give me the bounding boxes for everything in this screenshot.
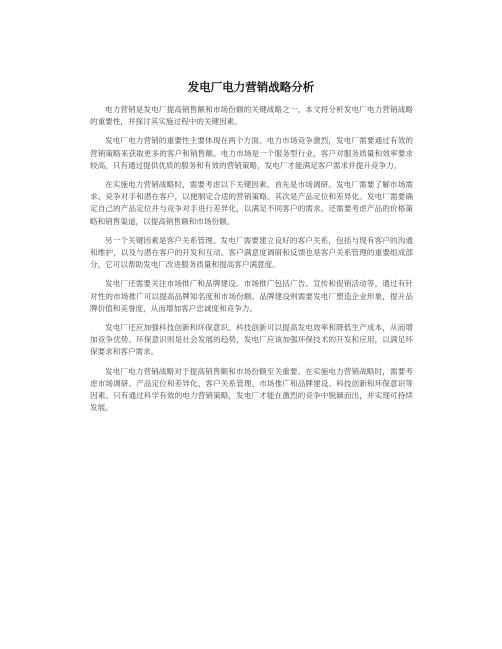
paragraph-customer-relations: 另一个关键因素是客户关系管理。发电厂需要建立良好的客户关系，包括与现有客户的沟通和维护，以及与潜在客户的开发和互动。客户满意度调研和反馈也是客户关系管理的重要组成部分，它可以帮助发电厂改进服务质量和提高客户满意度。 <box>90 235 413 270</box>
paragraph-key-factors: 在实施电力营销战略时，需要考虑以下关键因素。首先是市场调研。发电厂需要了解市场需求、竞争对手和潜在客户，以便制定合适的营销策略。其次是产品定位和差异化。发电厂需要确定自己的产品定位并与竞争对手进行差异化，以满足不同客户的需求。还需要考虑产品的价格策略和销售渠道，以提高销售额和市场份额。 <box>90 180 413 226</box>
paragraph-innovation-environment: 发电厂还应加强科技创新和环保意识。科技创新可以提高发电效率和降低生产成本，从而增加竞争优势。环保意识则是社会发展的趋势，发电厂应该加强环保技术的开发和应用，以满足环保要求和客户需求。 <box>90 323 413 357</box>
paragraph-importance: 发电厂电力营销的重要性主要体现在两个方面。电力市场竞争激烈，发电厂需要通过有效的营销策略来获取更多的客户和销售额。电力市场是一个服务型行业，客户对服务质量和效率要求较高，只有通过提供优质的服务和有效的营销策略，发电厂才能满足客户需求并提升竞争力。 <box>90 136 413 170</box>
document-body <box>90 104 413 421</box>
paragraph-marketing-brand: 发电厂还需要关注市场推广和品牌建设。市场推广包括广告、宣传和促销活动等，通过有针对性的市场推广可以提高品牌知名度和市场份额。品牌建设则需要发电厂塑造企业形象，提升品牌价值和美誉度，从而增加客户忠诚度和竞争力。 <box>90 279 413 313</box>
paragraph-intro: 电力营销是发电厂提高销售额和市场份额的关键战略之一。本文将分析发电厂电力营销战略的重要性，并探讨其实施过程中的关键因素。 <box>90 105 413 127</box>
document-title: 发电厂电力营销战略分析 <box>187 80 315 94</box>
paragraph-conclusion: 发电厂电力营销战略对于提高销售额和市场份额至关重要。在实施电力营销战略时，需要考虑市场调研、产品定位和差异化、客户关系管理、市场推广和品牌建设、科技创新和环保意识等因素。只有通过科学有效的电力营销策略，发电厂才能在激烈的竞争中脱颖而出，并实现可持续发展。 <box>90 366 413 413</box>
